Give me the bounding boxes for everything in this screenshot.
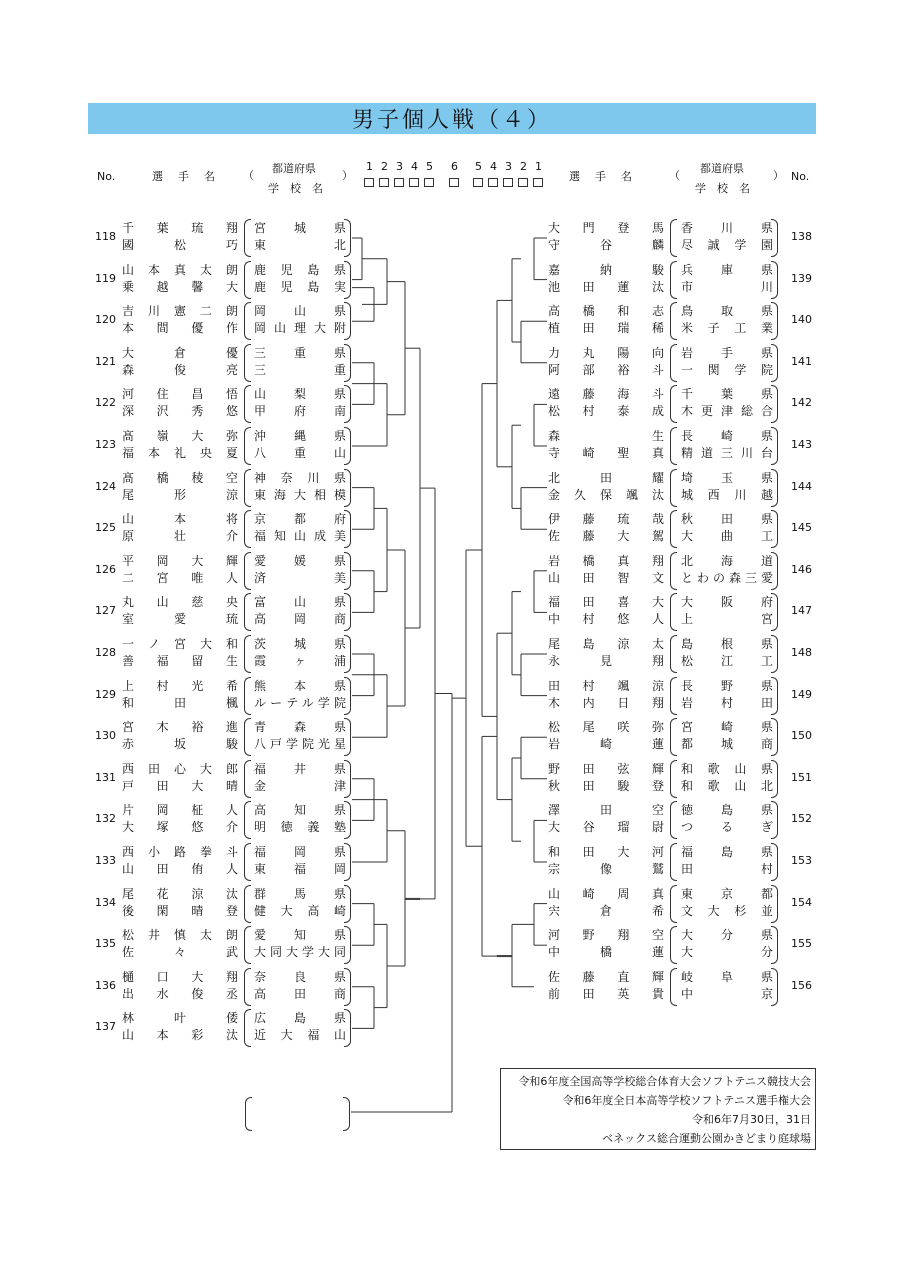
player-name-2: 乗越馨大: [122, 279, 238, 294]
footer-line-2: 令和6年度全日本高等学校ソフトテニス選手権大会: [562, 1094, 811, 1107]
player-name-2: 岩崎蓮: [548, 737, 664, 752]
player-name-2: 寺崎聖真: [548, 446, 664, 460]
prefecture: 大分県: [681, 928, 773, 943]
entry-number: 140: [791, 313, 812, 327]
footer-line-4: ベネックス総合運動公園かきどまり庭球場: [602, 1132, 811, 1145]
player-name-1: 佐藤直輝: [548, 969, 664, 984]
prefecture: 鹿児島県: [254, 262, 346, 277]
prefecture: 沖縄県: [254, 429, 346, 443]
school-name: 米子工業: [681, 321, 773, 336]
school-name: 大曲工: [681, 529, 773, 544]
player-name-2: 佐々武: [122, 945, 238, 960]
player-name-1: 遠藤海斗: [548, 387, 664, 402]
player-name-1: 福田喜大: [548, 595, 664, 610]
player-name-1: 大門登馬: [548, 221, 664, 235]
player-name-2: 原壮介: [122, 529, 238, 544]
prefecture: 熊本県: [254, 678, 346, 693]
player-name-2: 池田蓮汰: [548, 279, 664, 294]
player-name-1: 河住昌悟: [122, 387, 238, 402]
player-name-1: 尾花涼汰: [122, 886, 238, 901]
footer-line-3: 令和6年7月30日，31日: [692, 1113, 811, 1126]
school-name: 高岡商: [254, 612, 346, 627]
entry-number: 143: [791, 438, 812, 451]
entry-number: 127: [95, 604, 116, 618]
entry-number: 144: [791, 479, 812, 493]
school-name: 都城商: [681, 737, 773, 752]
school-name: 岩村田: [681, 695, 773, 710]
player-name-1: 宮木裕進: [122, 720, 238, 735]
player-name-2: 出水俊丞: [122, 986, 238, 1001]
player-name-2: 本間優作: [122, 321, 238, 336]
school-name: 市川: [681, 279, 773, 294]
player-name-1: 河野翔空: [548, 928, 664, 943]
entry-number: 134: [95, 895, 116, 909]
entry-number: 146: [791, 562, 812, 576]
bye-paren-left: [245, 1097, 252, 1131]
player-name-1: 大倉優: [122, 345, 238, 360]
prefecture: 秋田県: [681, 512, 773, 527]
prefecture: 奈良県: [254, 969, 346, 984]
prefecture: 山梨県: [254, 387, 346, 402]
entry-number: 125: [95, 521, 116, 535]
entry-number: 149: [791, 687, 812, 701]
entry-number: 152: [791, 812, 812, 826]
entry-number: 147: [791, 604, 812, 618]
player-name-1: 樋口大翔: [122, 969, 238, 984]
school-name: つるぎ: [681, 820, 773, 835]
entry-number: 153: [791, 854, 812, 867]
prefecture: 愛媛県: [254, 553, 346, 568]
player-name-1: 田村颯涼: [548, 678, 664, 693]
round-num-right-1: 1: [535, 160, 542, 173]
round-num-left-1: 1: [366, 160, 373, 173]
player-name-2: 守谷麟: [548, 238, 664, 252]
school-name: 金津: [254, 778, 346, 793]
player-name-1: 髙橋稜空: [122, 470, 238, 485]
player-name-1: 一ノ宮大和: [122, 637, 238, 651]
player-name-2: 秋田駿登: [548, 778, 664, 793]
player-name-1: 嘉納駿: [548, 262, 664, 277]
bye-paren-right: [343, 1097, 350, 1131]
entry-number: 119: [95, 271, 116, 285]
player-name-1: 林叶倭: [122, 1011, 238, 1026]
round-num-left-4: 4: [411, 160, 418, 173]
entry-number: 142: [791, 396, 812, 410]
prefecture: 富山県: [254, 595, 346, 610]
player-name-1: 力丸陽向: [548, 345, 664, 360]
player-name-2: 二宮唯人: [122, 570, 238, 585]
player-name-1: 尾島涼太: [548, 637, 664, 651]
prefecture: 神奈川県: [254, 470, 346, 485]
entry-number: 128: [95, 646, 116, 659]
player-name-1: 西小路拳斗: [122, 845, 238, 859]
school-name: 木更津総合: [681, 404, 773, 419]
entry-number: 131: [95, 770, 116, 784]
entry-number: 120: [95, 313, 116, 327]
player-name-2: 赤坂駿: [122, 737, 238, 752]
player-label-left: 選 手 名: [152, 170, 217, 183]
round-num-left-5: 5: [426, 160, 433, 173]
entry-number: 141: [791, 354, 812, 368]
prefecture: 徳島県: [681, 803, 773, 818]
player-name-2: 室愛琉: [122, 612, 238, 627]
no-label-right: No.: [791, 170, 810, 183]
player-name-1: 片岡柾人: [122, 803, 238, 818]
player-name-2: 金久保颯汰: [548, 487, 664, 502]
player-name-2: 尾形涼: [122, 487, 238, 502]
school-name: 精道三川台: [681, 446, 773, 460]
school-name: 甲府南: [254, 404, 346, 419]
round-num-left-3: 3: [396, 160, 403, 173]
prefecture: 宮城県: [254, 221, 346, 235]
entry-number: 145: [791, 521, 812, 535]
entry-number: 132: [95, 812, 116, 826]
prefecture: 岩手県: [681, 345, 773, 360]
prefecture: 千葉県: [681, 387, 773, 402]
school-name: 八戸学院光星: [254, 737, 346, 752]
school-name: 城西川越: [681, 487, 773, 502]
player-name-2: 大塚悠介: [122, 820, 238, 835]
prefecture: 香川県: [681, 221, 773, 235]
prefecture: 三重県: [254, 345, 346, 360]
footer-box: [500, 1068, 816, 1150]
round-num-left-2: 2: [381, 160, 388, 173]
school-label-right: 学 校 名: [695, 182, 750, 195]
prefecture: 大阪府: [681, 595, 773, 610]
player-label-right: 選 手 名: [569, 170, 634, 183]
prefecture: 愛知県: [254, 928, 346, 943]
open-paren-left: （: [243, 169, 254, 182]
entry-number: 130: [95, 729, 116, 743]
prefecture: 群馬県: [254, 886, 346, 901]
player-name-2: 深沢秀悠: [122, 404, 238, 419]
school-name: 三重: [254, 362, 346, 377]
player-name-1: 山本真太朗: [122, 262, 238, 277]
school-name: 和歌山北: [681, 778, 773, 793]
player-name-2: 木内日翔: [548, 695, 664, 710]
player-name-2: 阿部裕斗: [548, 362, 664, 377]
player-name-2: 永見翔: [548, 654, 664, 668]
school-name: 上宮: [681, 612, 773, 627]
entry-number: 121: [95, 354, 116, 368]
school-name: 大同大学大同: [254, 945, 346, 960]
player-name-1: 伊藤琉哉: [548, 512, 664, 527]
player-name-2: 善福留生: [122, 654, 238, 668]
player-name-2: 山田智文: [548, 570, 664, 585]
player-name-1: 野田弦輝: [548, 761, 664, 776]
player-name-2: 宗像鷲: [548, 862, 664, 876]
close-paren-left: ）: [342, 169, 353, 182]
school-label-left: 学 校 名: [268, 182, 323, 195]
player-name-2: 森俊亮: [122, 362, 238, 377]
entry-number: 133: [95, 854, 116, 867]
player-name-1: 吉川憲二朗: [122, 304, 238, 319]
school-name: 一関学院: [681, 362, 773, 377]
school-name: 尽誠学園: [681, 238, 773, 252]
player-name-1: 和田大河: [548, 845, 664, 859]
entry-number: 154: [791, 895, 812, 909]
player-name-2: 後閑晴登: [122, 903, 238, 918]
player-name-2: 山本彩汰: [122, 1028, 238, 1043]
school-name: 鹿児島実: [254, 279, 346, 294]
school-name: とわの森三愛: [681, 570, 773, 585]
round-num-right-5: 5: [475, 160, 482, 173]
player-name-1: 澤田空: [548, 803, 664, 818]
player-name-2: 福本礼央夏: [122, 446, 238, 460]
player-name-1: 山崎周真: [548, 886, 664, 901]
prefecture: 長崎県: [681, 429, 773, 443]
school-name: 岡山理大附: [254, 321, 346, 336]
player-name-2: 國松巧: [122, 238, 238, 252]
entry-number: 148: [791, 646, 812, 659]
entry-number: 118: [95, 230, 116, 243]
player-name-1: 松井慎太朗: [122, 928, 238, 943]
player-name-1: 西田心大郎: [122, 761, 238, 776]
round-num-right-4: 4: [490, 160, 497, 173]
entry-number: 137: [95, 1020, 116, 1034]
player-name-2: 中橋蓮: [548, 945, 664, 960]
final-bye-slot: [245, 1096, 351, 1130]
prefecture: 北海道: [681, 553, 773, 568]
player-name-2: 和田楓: [122, 695, 238, 710]
player-name-1: 丸山慈央: [122, 595, 238, 610]
player-name-1: 高橋和志: [548, 304, 664, 319]
school-name: 霞ヶ浦: [254, 654, 346, 668]
prefecture: 福島県: [681, 845, 773, 859]
prefecture: 岡山県: [254, 304, 346, 319]
pref-label-right: 都道府県: [700, 162, 744, 175]
entry-number: 139: [791, 271, 812, 285]
page-title: 男子個人戦（４）: [351, 108, 552, 133]
school-name: 田村: [681, 862, 773, 876]
player-name-1: 髙嶺大弥: [122, 429, 238, 443]
prefecture: 兵庫県: [681, 262, 773, 277]
school-name: 明徳義塾: [254, 820, 346, 835]
prefecture: 鳥取県: [681, 304, 773, 319]
player-name-1: 松尾咲弥: [548, 720, 664, 735]
prefecture: 京都府: [254, 512, 346, 527]
entry-number: 126: [95, 562, 116, 576]
player-name-2: 大谷瑠尉: [548, 820, 664, 835]
entry-number: 122: [95, 396, 116, 410]
entry-number: 124: [95, 479, 116, 493]
prefecture: 青森県: [254, 720, 346, 735]
entry-number: 156: [791, 978, 812, 992]
prefecture: 東京都: [681, 886, 773, 901]
school-name: 済美: [254, 570, 346, 585]
prefecture: 長野県: [681, 678, 773, 693]
prefecture: 茨城県: [254, 637, 346, 651]
round-num-right-3: 3: [505, 160, 512, 173]
player-name-2: 佐藤大駕: [548, 529, 664, 544]
footer-line-1: 令和6年度全国高等学校総合体育大会ソフトテニス競技大会: [518, 1075, 811, 1088]
prefecture: 和歌山県: [681, 761, 773, 776]
pref-label-left: 都道府県: [272, 162, 316, 175]
school-name: 健大高崎: [254, 903, 346, 918]
player-name-1: 上村光希: [122, 678, 238, 693]
entry-number: 135: [95, 937, 116, 951]
player-name-2: 山田侑人: [122, 862, 238, 876]
entry-number: 138: [791, 230, 812, 243]
entry-number: 136: [95, 978, 116, 992]
school-name: 文大杉並: [681, 903, 773, 918]
school-name: 中京: [681, 986, 773, 1001]
entry-number: 129: [95, 687, 116, 701]
player-name-2: 松村泰成: [548, 404, 664, 419]
school-name: 近大福山: [254, 1028, 346, 1043]
school-name: 高田商: [254, 986, 346, 1001]
entry-number: 123: [95, 438, 116, 451]
school-name: 八重山: [254, 446, 346, 460]
player-name-1: 平岡大輝: [122, 553, 238, 568]
open-paren-right: （: [669, 169, 680, 182]
prefecture: 高知県: [254, 803, 346, 818]
school-name: 大分: [681, 945, 773, 960]
school-name: ルーテル学院: [254, 695, 346, 710]
school-name: 東福岡: [254, 862, 346, 876]
player-name-1: 北田耀: [548, 470, 664, 485]
prefecture: 宮崎県: [681, 720, 773, 735]
round-num-left-6: 6: [451, 160, 458, 173]
prefecture: 島根県: [681, 637, 773, 651]
prefecture: 岐阜県: [681, 969, 773, 984]
player-name-2: 前田英貴: [548, 986, 664, 1001]
no-label-left: No.: [97, 170, 116, 183]
round-num-right-2: 2: [520, 160, 527, 173]
entry-number: 150: [791, 729, 812, 743]
school-name: 福知山成美: [254, 529, 346, 544]
player-name-1: 千葉琉翔: [122, 221, 238, 235]
school-name: 東海大相模: [254, 487, 346, 502]
player-name-2: 中村悠人: [548, 612, 664, 627]
prefecture: 広島県: [254, 1011, 346, 1026]
close-paren-right: ）: [773, 169, 784, 182]
player-name-2: 植田瑞稀: [548, 321, 664, 336]
player-name-2: 宍倉希: [548, 903, 664, 918]
school-name: 東北: [254, 238, 346, 252]
player-name-1: 山本将: [122, 512, 238, 527]
school-name: 松江工: [681, 654, 773, 668]
prefecture: 福岡県: [254, 845, 346, 859]
entry-number: 155: [791, 937, 812, 951]
entry-number: 151: [791, 770, 812, 784]
player-name-1: 森生: [548, 429, 664, 443]
prefecture: 福井県: [254, 761, 346, 776]
player-name-2: 戸田大晴: [122, 778, 238, 793]
player-name-1: 岩橋真翔: [548, 553, 664, 568]
prefecture: 埼玉県: [681, 470, 773, 485]
